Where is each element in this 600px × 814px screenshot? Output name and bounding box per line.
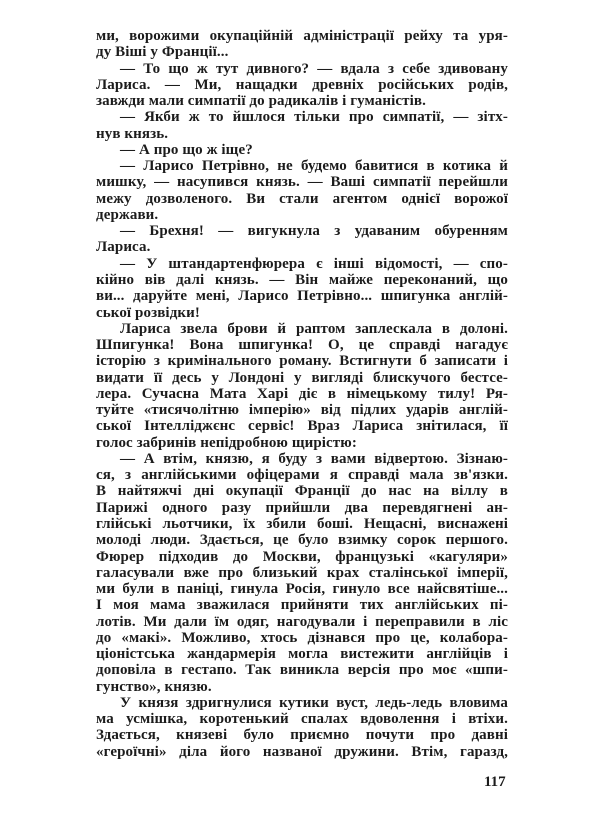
text-line: нув князь. xyxy=(96,125,169,142)
text-line: гунство», князю. xyxy=(96,678,212,695)
text-line: В найтяжчі дні окупації Франції до нас на віллу в xyxy=(96,483,508,500)
text-line: Здається, князеві було приємно почути про давні xyxy=(96,727,508,744)
text-line: — Брехня! — вигукнула з удаваним обуренням xyxy=(120,223,508,240)
text-line: — Якби ж то йшлося тільки про симпатії, — зітх- xyxy=(120,109,508,126)
text-line: ської Інтелліджєнс сервіс! Враз Лариса знітилася, її xyxy=(96,418,508,435)
text-line: Лариса звела брови й раптом заплескала в долоні. xyxy=(120,320,508,337)
text-line: кійно вів далі князь. — Він майже переконаний, що xyxy=(96,271,508,288)
text-line: ми були в паніці, гинула Росія, гинуло все найсвятіше... xyxy=(96,581,508,598)
text-line: видати її десь у Лондоні у вигляді блискучого бестсе- xyxy=(96,369,508,386)
text-line: голос забринів непідробною щирістю: xyxy=(96,434,357,451)
text-line: туйте «тисячолітню імперію» від підлих ударів англій- xyxy=(96,402,508,419)
text-line: до «макі». Можливо, хтось дізнався про це, колабора- xyxy=(96,629,508,646)
text-line: історію з кримінального роману. Встигнути б записати і xyxy=(96,353,508,370)
text-line: — А втім, князю, я буду з вами відвертою. Зізнаю- xyxy=(120,450,508,467)
text-line: Фюрер підходив до Москви, французькі «кагуляри» xyxy=(96,548,508,565)
text-line: ма усмішка, коротенький спалах вдоволення і втіхи. xyxy=(96,711,508,728)
text-line: мишку, — насупився князь. — Ваші симпатії перейшли xyxy=(96,174,508,191)
text-line: молоді люди. Здається, це було взимку сорок першого. xyxy=(96,532,508,549)
text-line: ся, з англійськими офіцерами я справді мала зв'язки. xyxy=(96,467,508,484)
text-line: ви... даруйте мені, Ларисо Петрівно... шпигунка англій- xyxy=(96,288,508,305)
text-line: — У штандартенфюрера є інші відомості, — спо- xyxy=(120,255,508,272)
text-line: глійські льотчики, їх збили боші. Нещасні, виснажені xyxy=(96,515,508,532)
book-page-text xyxy=(96,28,508,760)
page-number: 117 xyxy=(484,774,506,790)
text-line: лотів. Ми дали їм одяг, нагодували і переправили в ліс xyxy=(96,613,508,630)
text-line: завжди мали симпатії до радикалів і гуманістів. xyxy=(96,93,426,110)
text-line: — А про що ж іще? xyxy=(120,141,253,158)
text-line: Шпигунка! Вона шпигунка! О, це справді нагадує xyxy=(96,337,508,354)
text-line: галасували вже про близький крах сталінської імперії, xyxy=(96,564,508,581)
text-line: лера. Сучасна Мата Харі діє в німецькому тилу! Ря- xyxy=(96,385,508,402)
text-line: ціоністська жандармерія могла вистежити англійців і xyxy=(96,646,508,663)
text-line: Парижі одного разу прийшли два перевдягнені ан- xyxy=(96,499,508,516)
text-line: доповіла в гестапо. Так виникла версія про моє «шпи- xyxy=(96,662,508,679)
text-line: — То що ж тут дивного? — вдала з себе здивовану xyxy=(120,60,508,77)
text-line: Лариса. — Ми, нащадки древніх російських родів, xyxy=(96,76,508,93)
text-line: — Ларисо Петрівно, не будемо бавитися в котика й xyxy=(120,158,508,175)
text-line: Лариса. xyxy=(96,239,151,256)
text-line: «героїчні» діла його названої дружини. Втім, гаразд, xyxy=(96,743,508,760)
text-line: межу дозволеного. Ви стали агентом однієї ворожої xyxy=(96,190,508,207)
text-line: ми, ворожими окупаційній адміністрації рейху та уря- xyxy=(96,28,508,44)
text-line: ської розвідки! xyxy=(96,304,200,321)
text-line: держави. xyxy=(96,206,159,223)
text-line: І моя мама зважилася прийняти тих англійських пі- xyxy=(96,597,508,614)
text-line: ду Віші у Франції... xyxy=(96,44,229,61)
text-line: У князя здригнулися кутики вуст, ледь-ледь вловима xyxy=(120,694,508,711)
